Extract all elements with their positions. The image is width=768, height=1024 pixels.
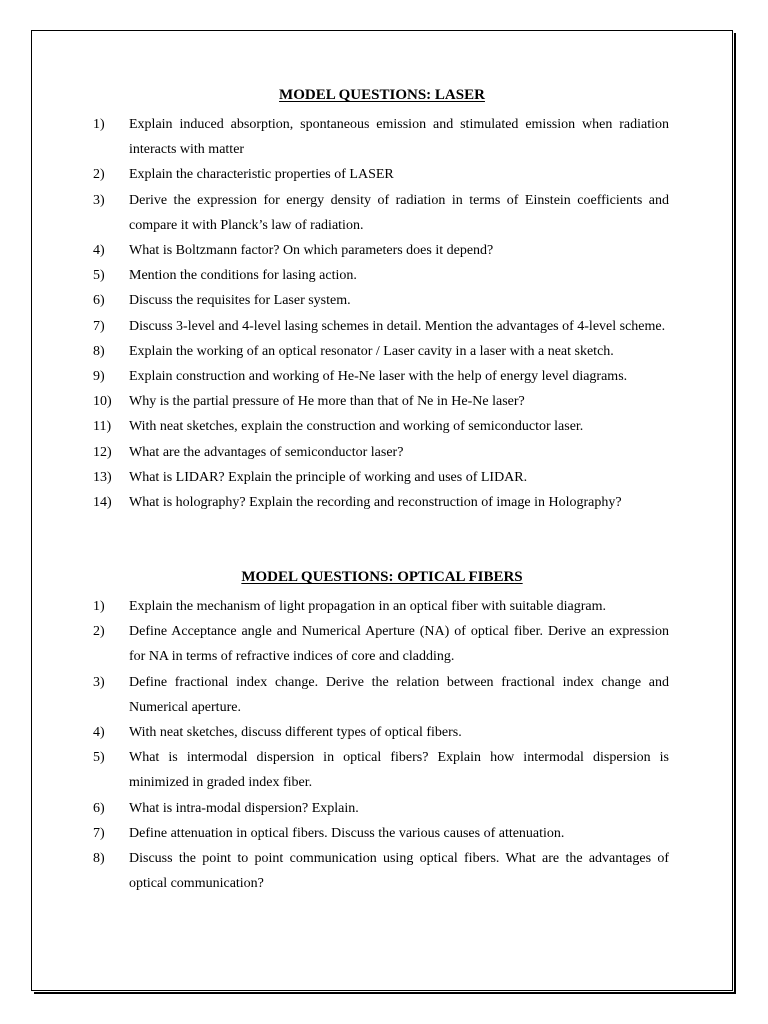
question-number: 1)	[93, 117, 105, 132]
question-text: Why is the partial pressure of He more than that of Ne in He-Ne laser?	[129, 394, 525, 410]
question-number: 8)	[93, 343, 105, 359]
question-number: 14)	[93, 495, 112, 511]
laser-question-list	[0, 112, 768, 515]
question-text: What is intra-modal dispersion? Explain.	[129, 800, 359, 816]
question-number: 11)	[93, 419, 112, 435]
laser-question-item	[0, 440, 768, 465]
question-text: Define Acceptance angle and Numerical Aperture (NA) of optical fiber. Derive an expression for NA in terms of refractive indices of core and cladding.	[129, 624, 669, 665]
question-text: What are the advantages of semiconductor laser?	[129, 444, 404, 460]
optical-fibers-question-list	[0, 594, 768, 896]
optical-fibers-question-item	[0, 745, 768, 795]
optical-fibers-question-item	[0, 619, 768, 669]
question-number: 12)	[93, 444, 112, 460]
question-text: Explain the characteristic properties of LASER	[129, 167, 394, 183]
laser-question-item	[0, 339, 768, 364]
laser-question-item	[0, 263, 768, 288]
laser-question-item	[0, 364, 768, 389]
laser-question-item	[0, 414, 768, 439]
question-number: 7)	[93, 318, 105, 334]
question-number: 13)	[93, 469, 112, 485]
question-number: 9)	[93, 369, 105, 385]
laser-question-item	[0, 162, 768, 187]
optical-fibers-question-item	[0, 594, 768, 619]
question-number: 4)	[93, 725, 105, 741]
question-number: 7)	[93, 825, 105, 841]
question-text: Explain the working of an optical resonator / Laser cavity in a laser with a neat sketch.	[129, 343, 614, 359]
laser-question-item	[0, 490, 768, 515]
question-text: What is holography? Explain the recording and reconstruction of image in Holography?	[129, 495, 622, 511]
question-number: 10)	[93, 394, 112, 410]
question-text: With neat sketches, explain the construction and working of semiconductor laser.	[129, 419, 584, 435]
question-text: Derive the expression for energy density of radiation in terms of Einstein coefficients and compare it with Planck’s law of radiation.	[129, 192, 669, 233]
laser-question-item	[0, 314, 768, 339]
optical-fibers-question-item	[0, 670, 768, 720]
question-number: 1)	[93, 599, 105, 614]
question-number: 6)	[93, 800, 105, 816]
question-text: What is intermodal dispersion in optical fibers? Explain how intermodal dispersion is minimized in graded index fiber.	[129, 750, 669, 791]
question-number: 2)	[93, 624, 105, 640]
optical-fibers-question-item	[0, 720, 768, 745]
question-text: Explain construction and working of He-Ne laser with the help of energy level diagrams.	[129, 369, 628, 385]
question-text: Mention the conditions for lasing action.	[129, 268, 357, 284]
question-text: What is Boltzmann factor? On which parameters does it depend?	[129, 243, 494, 259]
optical-fibers-question-item	[0, 796, 768, 821]
question-text: Discuss the requisites for Laser system.	[129, 293, 351, 309]
question-text: With neat sketches, discuss different types of optical fibers.	[129, 725, 462, 741]
question-number: 5)	[93, 268, 105, 284]
question-text: Explain the mechanism of light propagation in an optical fiber with suitable diagram.	[129, 599, 607, 614]
optical-fibers-section-title: MODEL QUESTIONS: OPTICAL FIBERS	[241, 569, 523, 585]
question-number: 8)	[93, 851, 105, 867]
question-number: 5)	[93, 750, 105, 766]
question-text: What is LIDAR? Explain the principle of working and uses of LIDAR.	[129, 469, 528, 485]
question-number: 3)	[93, 674, 105, 690]
laser-question-item	[0, 188, 768, 238]
optical-fibers-question-item	[0, 821, 768, 846]
question-number: 2)	[93, 167, 105, 183]
question-text: Define fractional index change. Derive the relation between fractional index change and Numerical aperture.	[129, 674, 669, 715]
question-text: Discuss 3-level and 4-level lasing schemes in detail. Mention the advantages of 4-level scheme.	[129, 318, 666, 334]
laser-question-item	[0, 465, 768, 490]
question-text: Define attenuation in optical fibers. Discuss the various causes of attenuation.	[129, 825, 565, 841]
optical-fibers-question-item	[0, 846, 768, 896]
laser-question-item	[0, 389, 768, 414]
laser-section-title: MODEL QUESTIONS: LASER	[279, 87, 485, 103]
question-number: 4)	[93, 243, 105, 259]
question-number: 3)	[93, 192, 105, 208]
question-text: Discuss the point to point communication using optical fibers. What are the advantages of optical communication?	[129, 851, 669, 892]
question-text: Explain induced absorption, spontaneous emission and stimulated emission when radiation interacts with matter	[129, 117, 669, 158]
question-number: 6)	[93, 293, 105, 309]
laser-question-item	[0, 238, 768, 263]
laser-question-item	[0, 112, 768, 162]
laser-question-item	[0, 288, 768, 313]
